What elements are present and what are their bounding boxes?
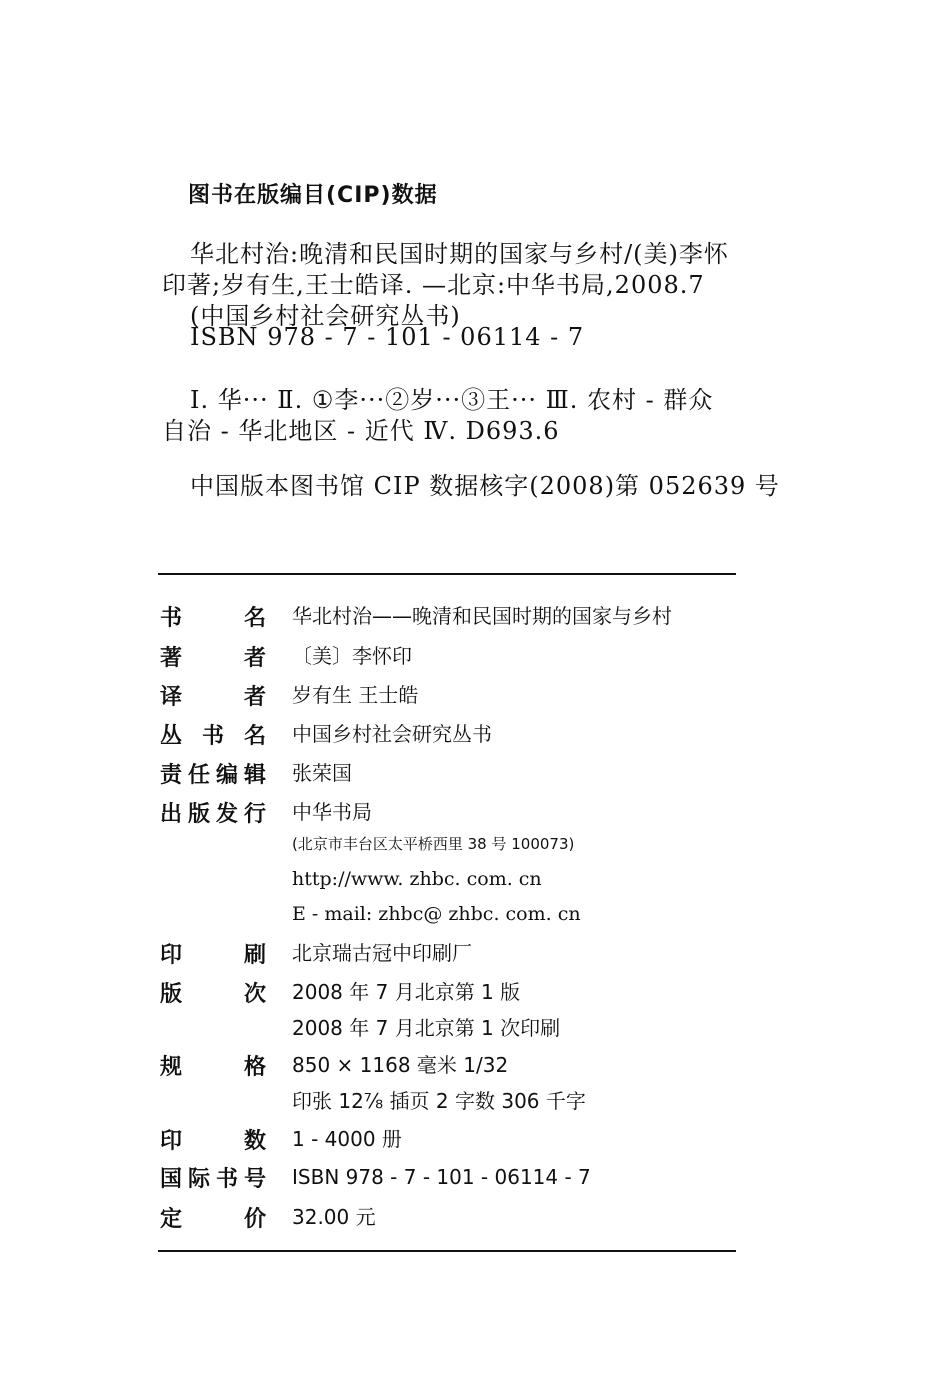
colophon-label-editor: [160, 758, 266, 788]
label-char: 丛: [160, 723, 183, 749]
colophon-value-publisher: (北京市丰台区太平桥西里 38 号 100073): [292, 835, 575, 853]
label-char: 著: [160, 645, 183, 671]
colophon-value-edition: 2008 年 7 月北京第 1 次印刷: [292, 1016, 561, 1040]
label-char: 印: [160, 942, 183, 968]
colophon-label-price: [160, 1202, 266, 1232]
colophon-value-publisher[interactable]: http://www. zhbc. com. cn: [292, 868, 542, 890]
label-char: 名: [243, 723, 266, 749]
label-char: 印: [160, 1128, 183, 1154]
label-char: 国: [160, 1166, 183, 1192]
colophon-label-author: [160, 641, 266, 671]
label-char: 版: [187, 801, 210, 827]
label-char: 者: [243, 645, 266, 671]
label-char: 次: [243, 981, 266, 1007]
colophon-label-series: [160, 719, 266, 749]
colophon-label-format: [160, 1050, 266, 1080]
colophon-label-isbn: [160, 1162, 266, 1192]
label-char: 规: [160, 1054, 183, 1080]
classification-line: Ⅰ. 华··· Ⅱ. ①李···②岁···③王··· Ⅲ. 农村 - 群众: [190, 386, 714, 414]
label-char: 名: [243, 605, 266, 631]
label-char: 版: [160, 981, 183, 1007]
colophon-label-translator: [160, 680, 266, 710]
classification-line: 自治 - 华北地区 - 近代 Ⅳ. D693.6: [162, 417, 560, 445]
label-char: 刷: [243, 942, 266, 968]
colophon-value-publisher: 中华书局: [292, 800, 372, 824]
label-char: 书: [160, 605, 183, 631]
bottom-divider: [158, 1250, 736, 1252]
label-char: 行: [243, 801, 266, 827]
colophon-value-printer: 北京瑞古冠中印刷厂: [292, 941, 472, 965]
label-char: 格: [243, 1054, 266, 1080]
label-char: 者: [243, 684, 266, 710]
label-char: 译: [160, 684, 183, 710]
label-char: 价: [243, 1206, 266, 1232]
colophon-label-publisher: [160, 797, 266, 827]
cip-verification-number: 中国版本图书馆 CIP 数据核字(2008)第 052639 号: [190, 472, 780, 500]
colophon-value-editor: 张荣国: [292, 761, 352, 785]
colophon-label-print-run: [160, 1124, 266, 1154]
colophon-value-publisher[interactable]: E - mail: zhbc@ zhbc. com. cn: [292, 903, 581, 925]
label-char: 责: [160, 762, 183, 788]
label-char: 定: [160, 1206, 183, 1232]
top-divider: [158, 573, 736, 575]
colophon-label-printer: [160, 938, 266, 968]
label-char: 书: [215, 1166, 238, 1192]
colophon-value-price: 32.00 元: [292, 1205, 376, 1229]
colophon-value-edition: 2008 年 7 月北京第 1 版: [292, 980, 521, 1004]
cip-line: (中国乡村社会研究丛书): [190, 302, 461, 330]
label-char: 发: [215, 801, 238, 827]
label-char: 出: [160, 801, 183, 827]
label-char: 际: [187, 1166, 210, 1192]
colophon-label-title: [160, 601, 266, 631]
colophon-value-isbn: ISBN 978 - 7 - 101 - 06114 - 7: [292, 1165, 591, 1189]
colophon-value-format: 850 × 1168 毫米 1/32: [292, 1053, 509, 1077]
label-char: 编: [215, 762, 238, 788]
colophon-value-translator: 岁有生 王士皓: [292, 683, 419, 707]
colophon-value-series: 中国乡村社会研究丛书: [292, 722, 492, 746]
label-char: 任: [187, 762, 210, 788]
label-char: 辑: [243, 762, 266, 788]
colophon-label-edition: [160, 977, 266, 1007]
label-char: 数: [243, 1128, 266, 1154]
cip-heading: 图书在版编目(CIP)数据: [188, 183, 438, 208]
label-char: 书: [201, 723, 224, 749]
cip-line: 印著;岁有生,王士皓译. —北京:中华书局,2008.7: [162, 271, 705, 299]
colophon-value-format: 印张 12⅞ 插页 2 字数 306 千字: [292, 1089, 586, 1113]
label-char: 号: [243, 1166, 266, 1192]
colophon-value-title: 华北村治——晚清和民国时期的国家与乡村: [292, 604, 672, 628]
colophon-value-author: 〔美〕李怀印: [292, 644, 412, 668]
isbn-line: ISBN 978 - 7 - 101 - 06114 - 7: [190, 323, 585, 351]
colophon-value-print-run: 1 - 4000 册: [292, 1127, 402, 1151]
cip-line: 华北村治:晚清和民国时期的国家与乡村/(美)李怀: [190, 240, 729, 268]
